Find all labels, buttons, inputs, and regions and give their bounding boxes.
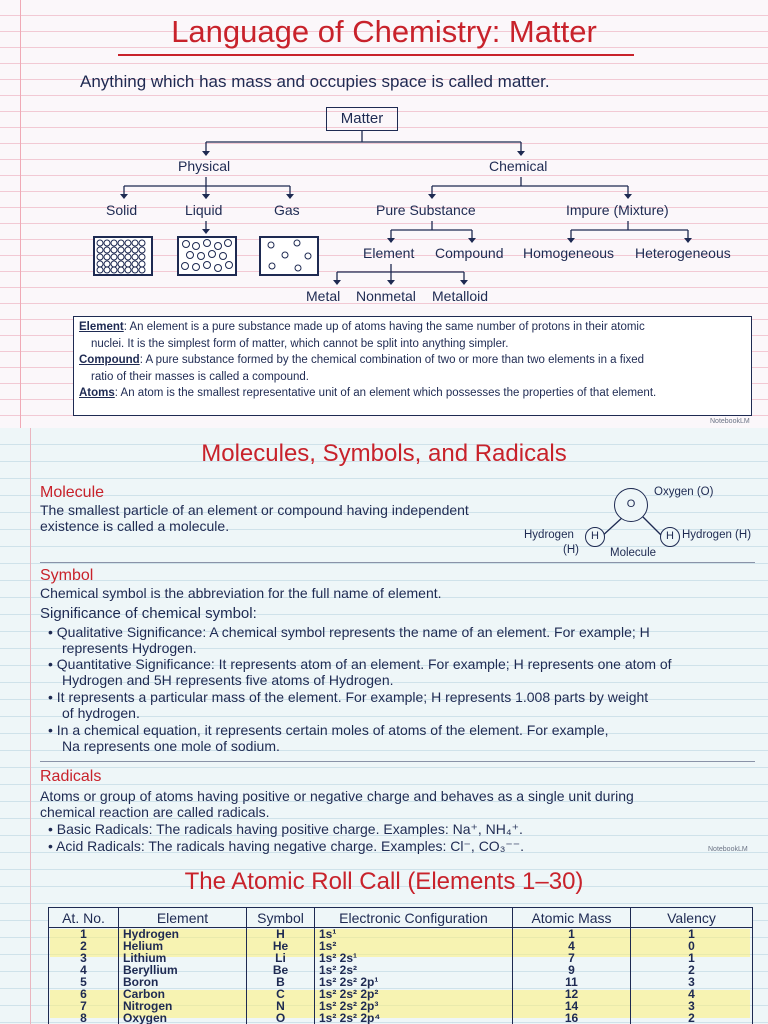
cell-valency: 2	[631, 1012, 753, 1024]
cell-atomic-mass: 7	[513, 952, 631, 964]
molecules-title: Molecules, Symbols, and Radicals	[201, 440, 567, 467]
cell-symbol: C	[247, 988, 315, 1000]
cell-symbol: Li	[247, 952, 315, 964]
hydrogen-left-symbol: (H)	[563, 544, 579, 556]
cell-atomic-mass: 14	[513, 1000, 631, 1012]
cell-atomic-mass: 9	[513, 964, 631, 976]
oxygen-label: Oxygen (O)	[654, 486, 714, 498]
pure-substance-node: Pure Substance	[376, 202, 476, 218]
cell-atomic-mass: 12	[513, 988, 631, 1000]
bullet-quantitative	[48, 656, 763, 688]
cell-atomic-number: 2	[49, 940, 119, 952]
molecules-sheet	[0, 428, 768, 1024]
radicals-def-line1: Atoms or group of atoms having positive or negative charge and behaves as a single unit during	[40, 788, 634, 804]
liquid-node: Liquid	[185, 202, 223, 218]
notebooklm-watermark: NotebookLM	[710, 418, 750, 425]
atoms-term: Atoms	[79, 387, 115, 400]
col-atomic-mass: Atomic Mass	[513, 908, 631, 928]
col-atomic-number: At. No.	[49, 908, 119, 928]
hydrogen-right-atom: H	[660, 527, 680, 547]
bullet-qualitative-l1: • Qualitative Significance: A chemical symbol represents the name of an element. For example; H	[48, 624, 650, 640]
molecule-heading: Molecule	[40, 484, 105, 501]
basic-radicals: • Basic Radicals: The radicals having positive charge. Examples: Na⁺, NH₄⁺.	[48, 821, 523, 837]
homogeneous-node: Homogeneous	[523, 245, 615, 261]
cell-configuration: 1s² 2s² 2p⁴	[315, 1012, 513, 1024]
cell-symbol: Be	[247, 964, 315, 976]
cell-valency: 3	[631, 976, 753, 988]
physical-node: Physical	[178, 158, 231, 174]
radicals-heading: Radicals	[40, 768, 102, 785]
element-def-line1: : An element is a pure substance made up of atoms having the same number of protons in their atomic	[123, 321, 645, 333]
molecule-def-line1: The smallest particle of an element or compound having independent	[40, 502, 469, 518]
compound-term: Compound	[79, 354, 140, 367]
cell-valency: 0	[631, 940, 753, 952]
solid-particles-icon	[94, 237, 152, 275]
col-configuration: Electronic Configuration	[315, 908, 513, 928]
solid-node: Solid	[106, 202, 138, 218]
cell-element: Lithium	[119, 952, 247, 964]
element-term: Element	[79, 321, 124, 333]
cell-atomic-mass: 11	[513, 976, 631, 988]
heterogeneous-node: Heterogeneous	[635, 245, 731, 261]
symbol-def: Chemical symbol is the abbreviation for the full name of element.	[40, 585, 442, 601]
bullet-mass	[48, 689, 763, 721]
bullet-moles-l1: • In a chemical equation, it represents certain moles of atoms of the element. For example,	[48, 722, 609, 738]
cell-element: Boron	[119, 976, 247, 988]
hydrogen-left-atom: H	[585, 527, 605, 547]
cell-valency: 1	[631, 928, 753, 941]
cell-symbol: O	[247, 1012, 315, 1024]
cell-symbol: B	[247, 976, 315, 988]
nonmetal-node: Nonmetal	[356, 288, 416, 304]
table-header-row	[49, 908, 753, 928]
gas-node: Gas	[274, 202, 300, 218]
cell-atomic-number: 1	[49, 928, 119, 941]
radicals-def-line2: chemical reaction are called radicals.	[40, 804, 270, 820]
molecule-caption: Molecule	[610, 547, 657, 559]
impure-node: Impure (Mixture)	[566, 202, 669, 218]
cell-atomic-mass: 4	[513, 940, 631, 952]
cell-atomic-number: 6	[49, 988, 119, 1000]
metal-node: Metal	[306, 288, 341, 304]
hydrogen-right-label: Hydrogen (H)	[682, 529, 752, 541]
notebooklm-watermark: NotebookLM	[708, 846, 748, 853]
cell-valency: 1	[631, 952, 753, 964]
cell-valency: 4	[631, 988, 753, 1000]
table-row	[49, 1012, 753, 1024]
cell-element: Oxygen	[119, 1012, 247, 1024]
matter-sheet	[0, 0, 768, 428]
cell-configuration: 1s² 2s² 2p³	[315, 1000, 513, 1012]
molecule-def-line2: existence is called a molecule.	[40, 518, 230, 534]
matter-node: Matter	[326, 107, 398, 131]
bullet-moles-l2: Na represents one mole of sodium.	[62, 738, 280, 754]
cell-atomic-mass: 16	[513, 1012, 631, 1024]
section-divider	[40, 562, 755, 563]
cell-configuration: 1s² 2s² 2p¹	[315, 976, 513, 988]
hydrogen-left-label: Hydrogen	[524, 529, 574, 541]
significance-heading: Significance of chemical symbol:	[40, 605, 257, 622]
matter-title: Language of Chemistry: Matter	[171, 14, 597, 49]
element-def-line2: nuclei. It is the simplest form of matter, which cannot be split into anything simpler.	[91, 337, 509, 350]
acid-radicals: • Acid Radicals: The radicals having negative charge. Examples: Cl⁻, CO₃⁻⁻.	[48, 838, 525, 854]
cell-atomic-number: 8	[49, 1012, 119, 1024]
cell-configuration: 1s²	[315, 940, 513, 952]
cell-atomic-number: 5	[49, 976, 119, 988]
cell-element: Helium	[119, 940, 247, 952]
cell-symbol: He	[247, 940, 315, 952]
atoms-def-line1: : An atom is the smallest representative unit of an element which possesses the properties of that element.	[114, 387, 657, 400]
gas-particles-icon	[260, 237, 318, 275]
liquid-particles-icon	[178, 237, 236, 275]
cell-atomic-mass: 1	[513, 928, 631, 941]
cell-atomic-number: 7	[49, 1000, 119, 1012]
bullet-moles	[48, 722, 763, 754]
cell-symbol: N	[247, 1000, 315, 1012]
matter-definition: Anything which has mass and occupies space is called matter.	[80, 72, 550, 91]
col-valency: Valency	[631, 908, 753, 928]
cell-valency: 3	[631, 1000, 753, 1012]
bullet-quantitative-l2: Hydrogen and 5H represents five atoms of Hydrogen.	[62, 672, 394, 688]
cell-element: Nitrogen	[119, 1000, 247, 1012]
cell-configuration: 1s² 2s¹	[315, 952, 513, 964]
symbol-heading: Symbol	[40, 567, 94, 584]
bullet-mass-l1: • It represents a particular mass of the element. For example; H represents 1.008 parts by weight	[48, 689, 649, 705]
cell-valency: 2	[631, 964, 753, 976]
cell-atomic-number: 4	[49, 964, 119, 976]
cell-element: Carbon	[119, 988, 247, 1000]
compound-def-line1: : A pure substance formed by the chemical combination of two or more than two elements in a fixed	[139, 354, 645, 367]
cell-configuration: 1s² 2s²	[315, 964, 513, 976]
section-divider	[40, 761, 755, 762]
metalloid-node: Metalloid	[432, 288, 489, 304]
chemical-node: Chemical	[489, 158, 548, 174]
cell-atomic-number: 3	[49, 952, 119, 964]
roll-call-title: The Atomic Roll Call (Elements 1–30)	[184, 868, 584, 895]
col-symbol: Symbol	[247, 908, 315, 928]
cell-configuration: 1s² 2s² 2p²	[315, 988, 513, 1000]
bullet-qualitative	[48, 624, 763, 656]
bullet-quantitative-l1: • Quantitative Significance: It represents atom of an element. For example; H represents one atom of	[48, 656, 672, 672]
bullet-qualitative-l2: represents Hydrogen.	[62, 640, 197, 656]
oxygen-atom: O	[614, 488, 648, 522]
cell-element: Hydrogen	[119, 928, 247, 941]
cell-configuration: 1s¹	[315, 928, 513, 941]
compound-def-line2: ratio of their masses is called a compound.	[91, 370, 309, 383]
cell-element: Beryllium	[119, 964, 247, 976]
elements-table	[48, 907, 753, 1024]
element-node: Element	[363, 245, 415, 261]
col-element: Element	[119, 908, 247, 928]
compound-node: Compound	[435, 245, 504, 261]
cell-symbol: H	[247, 928, 315, 941]
bullet-mass-l2: of hydrogen.	[62, 705, 140, 721]
definitions-box	[73, 316, 752, 416]
